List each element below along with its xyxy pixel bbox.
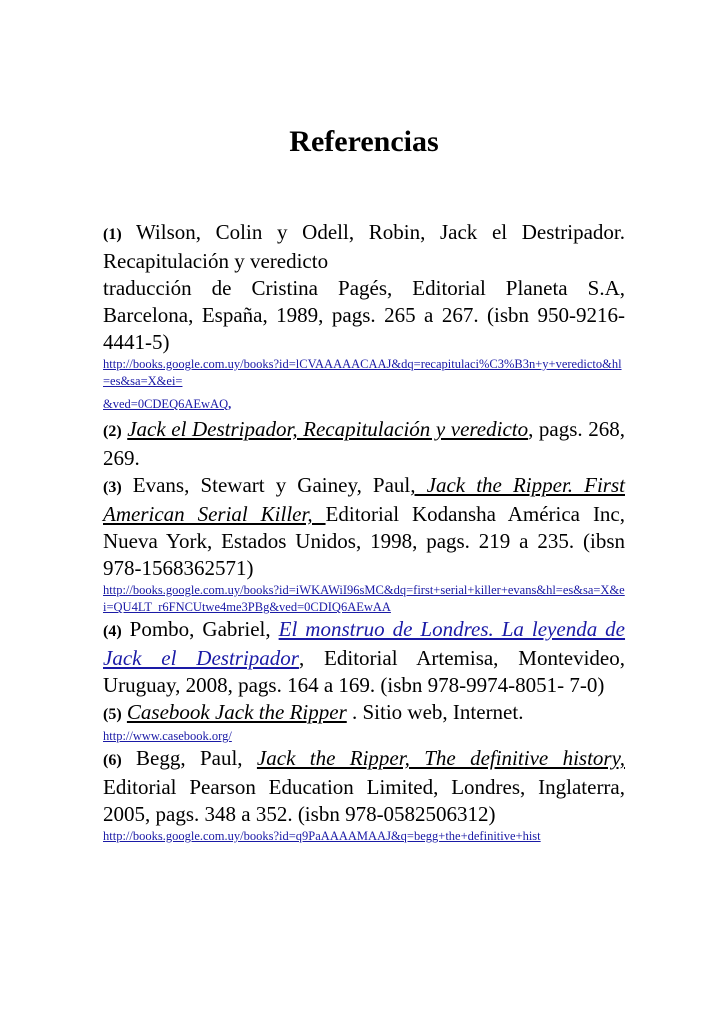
reference-6-details: Editorial Pearson Education Limited, Londres, Inglaterra, 2005, pags. 348 a 352. (isbn 978-0582506312)	[103, 775, 625, 826]
reference-3-details: Editorial Kodansha América Inc, Nueva York, Estados Unidos, 1998, pags. 219 a 235. (ibsn 978-1568362571)	[103, 502, 626, 580]
reference-number: (5)	[103, 706, 122, 723]
reference-2-details: , pags. 268, 269.	[103, 417, 625, 470]
reference-6	[103, 745, 625, 828]
reference-3	[103, 472, 625, 582]
reference-1-publication: traducción de Cristina Pagés, Editorial Planeta S.A, Barcelona, España, 1989, pags. 265 a 267. (isbn 950-9216-4441-5)	[103, 276, 625, 354]
reference-number: (3)	[103, 479, 122, 496]
reference-4-details: , Editorial Artemisa, Montevideo, Uruguay, 2008, pags. 164 a 169. (isbn 978-9974-8051- 7-0)	[103, 646, 626, 697]
reference-1-link-2[interactable]: &ved=0CDEQ6AEwAQ	[103, 397, 229, 411]
reference-5-link[interactable]: http://www.casebook.org/	[103, 729, 232, 743]
reference-1-link[interactable]: http://books.google.com.uy/books?id=lCVAAAAACAAJ&dq=recapitulaci%C3%B3n+y+veredicto&hl=es&sa=X&ei=	[103, 357, 622, 388]
reference-2-title: Jack el Destripador, Recapitulación y veredicto	[127, 417, 529, 441]
reference-number: (4)	[103, 623, 122, 640]
reference-1-authors-title: Wilson, Colin y Odell, Robin, Jack el Destripador. Recapitulación y veredicto	[103, 220, 625, 273]
reference-1-link-tail	[103, 396, 625, 413]
reference-2	[103, 416, 625, 472]
reference-6-title: Jack the Ripper, The definitive history,	[256, 746, 625, 770]
reference-number: (6)	[103, 752, 122, 769]
reference-4-title-link[interactable]: El monstruo de Londres. La leyenda de Jack el Destripador	[103, 617, 626, 670]
reference-1-trailing-comma: ,	[228, 397, 232, 411]
reference-5-title: Casebook Jack the Ripper	[126, 700, 347, 724]
reference-6-link[interactable]: http://books.google.com.uy/books?id=q9PaAAAAMAAJ&q=begg+the+definitive+hist	[103, 829, 541, 843]
reference-list	[103, 219, 625, 845]
reference-1	[103, 219, 625, 413]
reference-1-text	[103, 219, 625, 356]
reference-3-title: , Jack the Ripper. First American Serial Killer,	[103, 473, 625, 526]
reference-4-authors: Pombo, Gabriel,	[129, 617, 279, 641]
reference-3-link[interactable]: http://books.google.com.uy/books?id=iWKAWiI96sMC&dq=first+serial+killer+evans&hl=es&sa=X&ei=QU4LT_r6FNCUtwe4me3PBg&ved=0CDIQ6AEwAA	[103, 583, 625, 614]
reference-4	[103, 616, 625, 699]
page-title: Referencias	[289, 125, 439, 158]
reference-5	[103, 699, 625, 728]
reference-5-details: . Sitio web, Internet.	[346, 700, 524, 724]
reference-number: (1)	[103, 226, 122, 243]
reference-3-authors: Evans, Stewart y Gainey, Paul	[132, 473, 411, 497]
reference-6-authors: Begg, Paul,	[136, 746, 257, 770]
reference-number: (2)	[103, 423, 122, 440]
